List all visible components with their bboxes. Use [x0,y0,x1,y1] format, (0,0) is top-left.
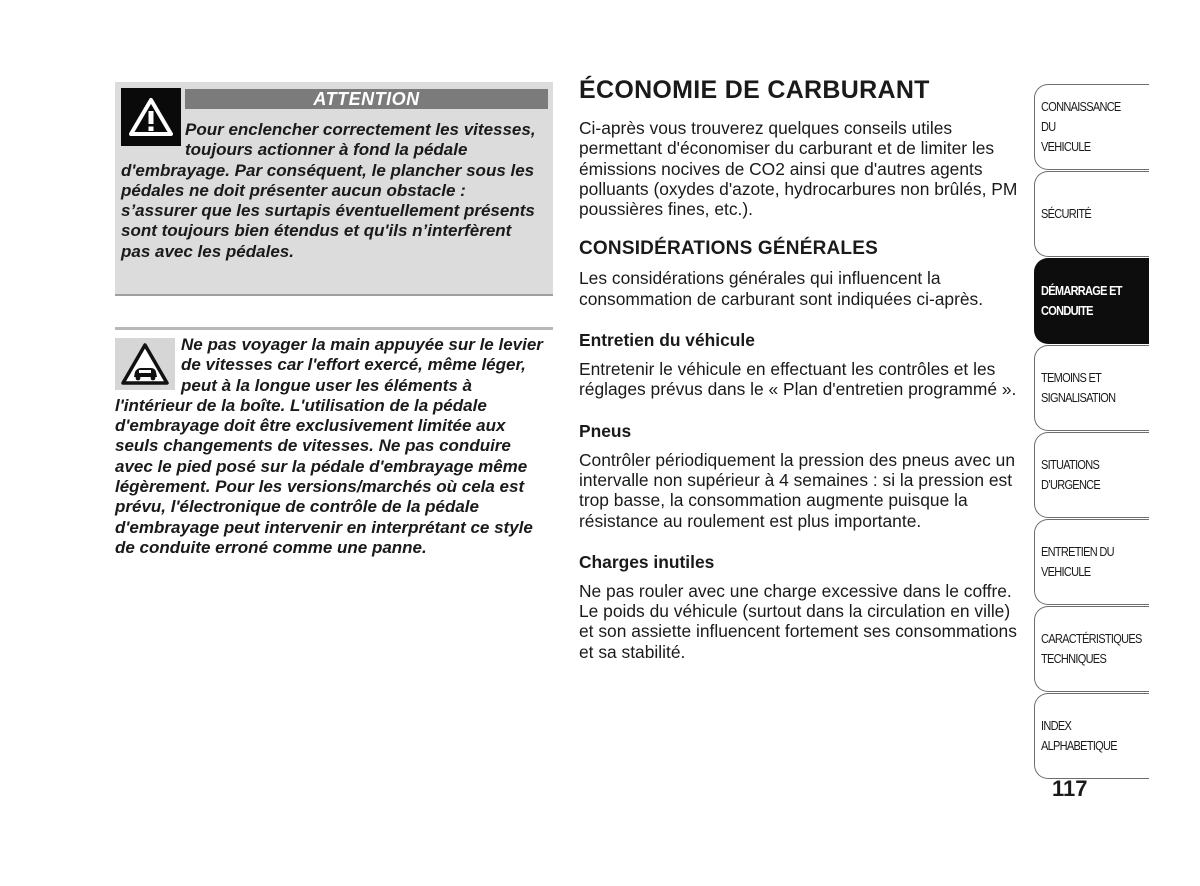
tab-situations-d-urgence[interactable] [1034,432,1149,518]
caution-block [115,327,553,558]
page-number: 117 [1052,776,1088,801]
main-content [579,74,1019,662]
attention-heading: ATTENTION [185,89,548,109]
subsection-text-charges: Ne pas rouler avec une charge excessive dans le coffre. Le poids du véhicule (surtout dans la circulation en ville) et son assiette influencent fortement ses consommations et sa stabilité. [579,580,1017,662]
caution-text: Ne pas voyager la main appuyée sur le levier de vitesses car l'effort exercé, même léger, peut à la longue user les éléments à l'intérieur de la boîte. L'utilisation de la pédale d'embrayage doit être exclusivement limitée aux seuls changements de vitesses. Ne pas conduire avec le pied posé sur la pédale d'embrayage même légèrement. Pour les versions/marchés où cela est prévu, l'électronique de contrôle de la pédale d'embrayage peut intervenir en interprétant ce style de conduite erroné comme une panne. [115,335,543,557]
subsection-text-entretien: Entretenir le véhicule en effectuant les contrôles et les réglages prévus dans le « Plan d'entretien programmé ». [579,359,1017,400]
chapter-tabs [1034,84,1149,780]
attention-box [115,82,553,296]
page-title: ÉCONOMIE DE CARBURANT [579,76,930,104]
tab-label-line2: ALPHABETIQUE [1041,739,1117,753]
subsection-text-pneus: Contrôler périodiquement la pression des pneus avec un intervalle non supérieur à 4 semaines : si la pression est trop basse, la consommation augmente puisque la résistance au roulement est plus importante. [579,449,1015,531]
tab-entretien-du-vehicule[interactable] [1034,519,1149,605]
tab-label-line1: DÉMARRAGE ET [1041,284,1122,298]
subsection-heading-entretien: Entretien du véhicule [579,330,755,351]
tab-label-line1: SITUATIONS [1041,458,1100,472]
tab-label-line1: CONNAISSANCE DU [1041,100,1121,134]
tab-label-line2: VEHICULE [1041,140,1091,154]
warning-triangle-icon [121,88,181,146]
subsection-heading-pneus: Pneus [579,420,632,441]
tab-label-line2: CONDUITE [1041,304,1093,318]
tab-caracteristiques-techniques[interactable] [1034,606,1149,692]
tab-label-line2: TECHNIQUES [1041,652,1107,666]
tab-demarrage-et-conduite[interactable] [1034,258,1149,344]
tab-label-line1: CARACTÉRISTIQUES [1041,632,1142,646]
tab-label-line1: ENTRETIEN DU [1041,545,1114,559]
tab-connaissance-du-vehicule[interactable] [1034,84,1149,170]
tab-temoins-et-signalisation[interactable] [1034,345,1149,431]
tab-label-line1: TEMOINS ET [1041,371,1102,385]
subsection-heading-charges: Charges inutiles [579,551,715,572]
intro-paragraph: Ci-après vous trouverez quelques conseils utiles permettant d'économiser du carburant et de limiter les émissions nocives de CO2 ainsi que d'autres agents polluants (oxydes d'azote, hydrocarbures non brûlés, PM poussières fines, etc.). [579,118,1018,220]
tab-label-line2: D’URGENCE [1041,478,1101,492]
tab-securite[interactable] [1034,171,1149,257]
tab-index-alphabetique[interactable] [1034,693,1149,779]
tab-label-line2: SIGNALISATION [1041,391,1116,405]
tab-label-line2: VEHICULE [1041,565,1091,579]
attention-text: Pour enclencher correctement les vitesses, toujours actionner à fond la pédale d'embrayage. Par conséquent, le plancher sous les pédales ne doit présenter aucun obstacle : s’assurer que les surtapis éventuellement présents sont toujours bien étendus et qu'ils n’interfèrent pas avec les pédales. [121,120,536,261]
section-heading: CONSIDÉRATIONS GÉNÉRALES [579,238,878,260]
tab-label-line1: SÉCURITÉ [1041,207,1091,221]
tab-label-line1: INDEX [1041,719,1072,733]
section-paragraph: Les considérations générales qui influencent la consommation de carburant sont indiquées ci-après. [579,268,984,309]
car-caution-icon [115,338,175,390]
